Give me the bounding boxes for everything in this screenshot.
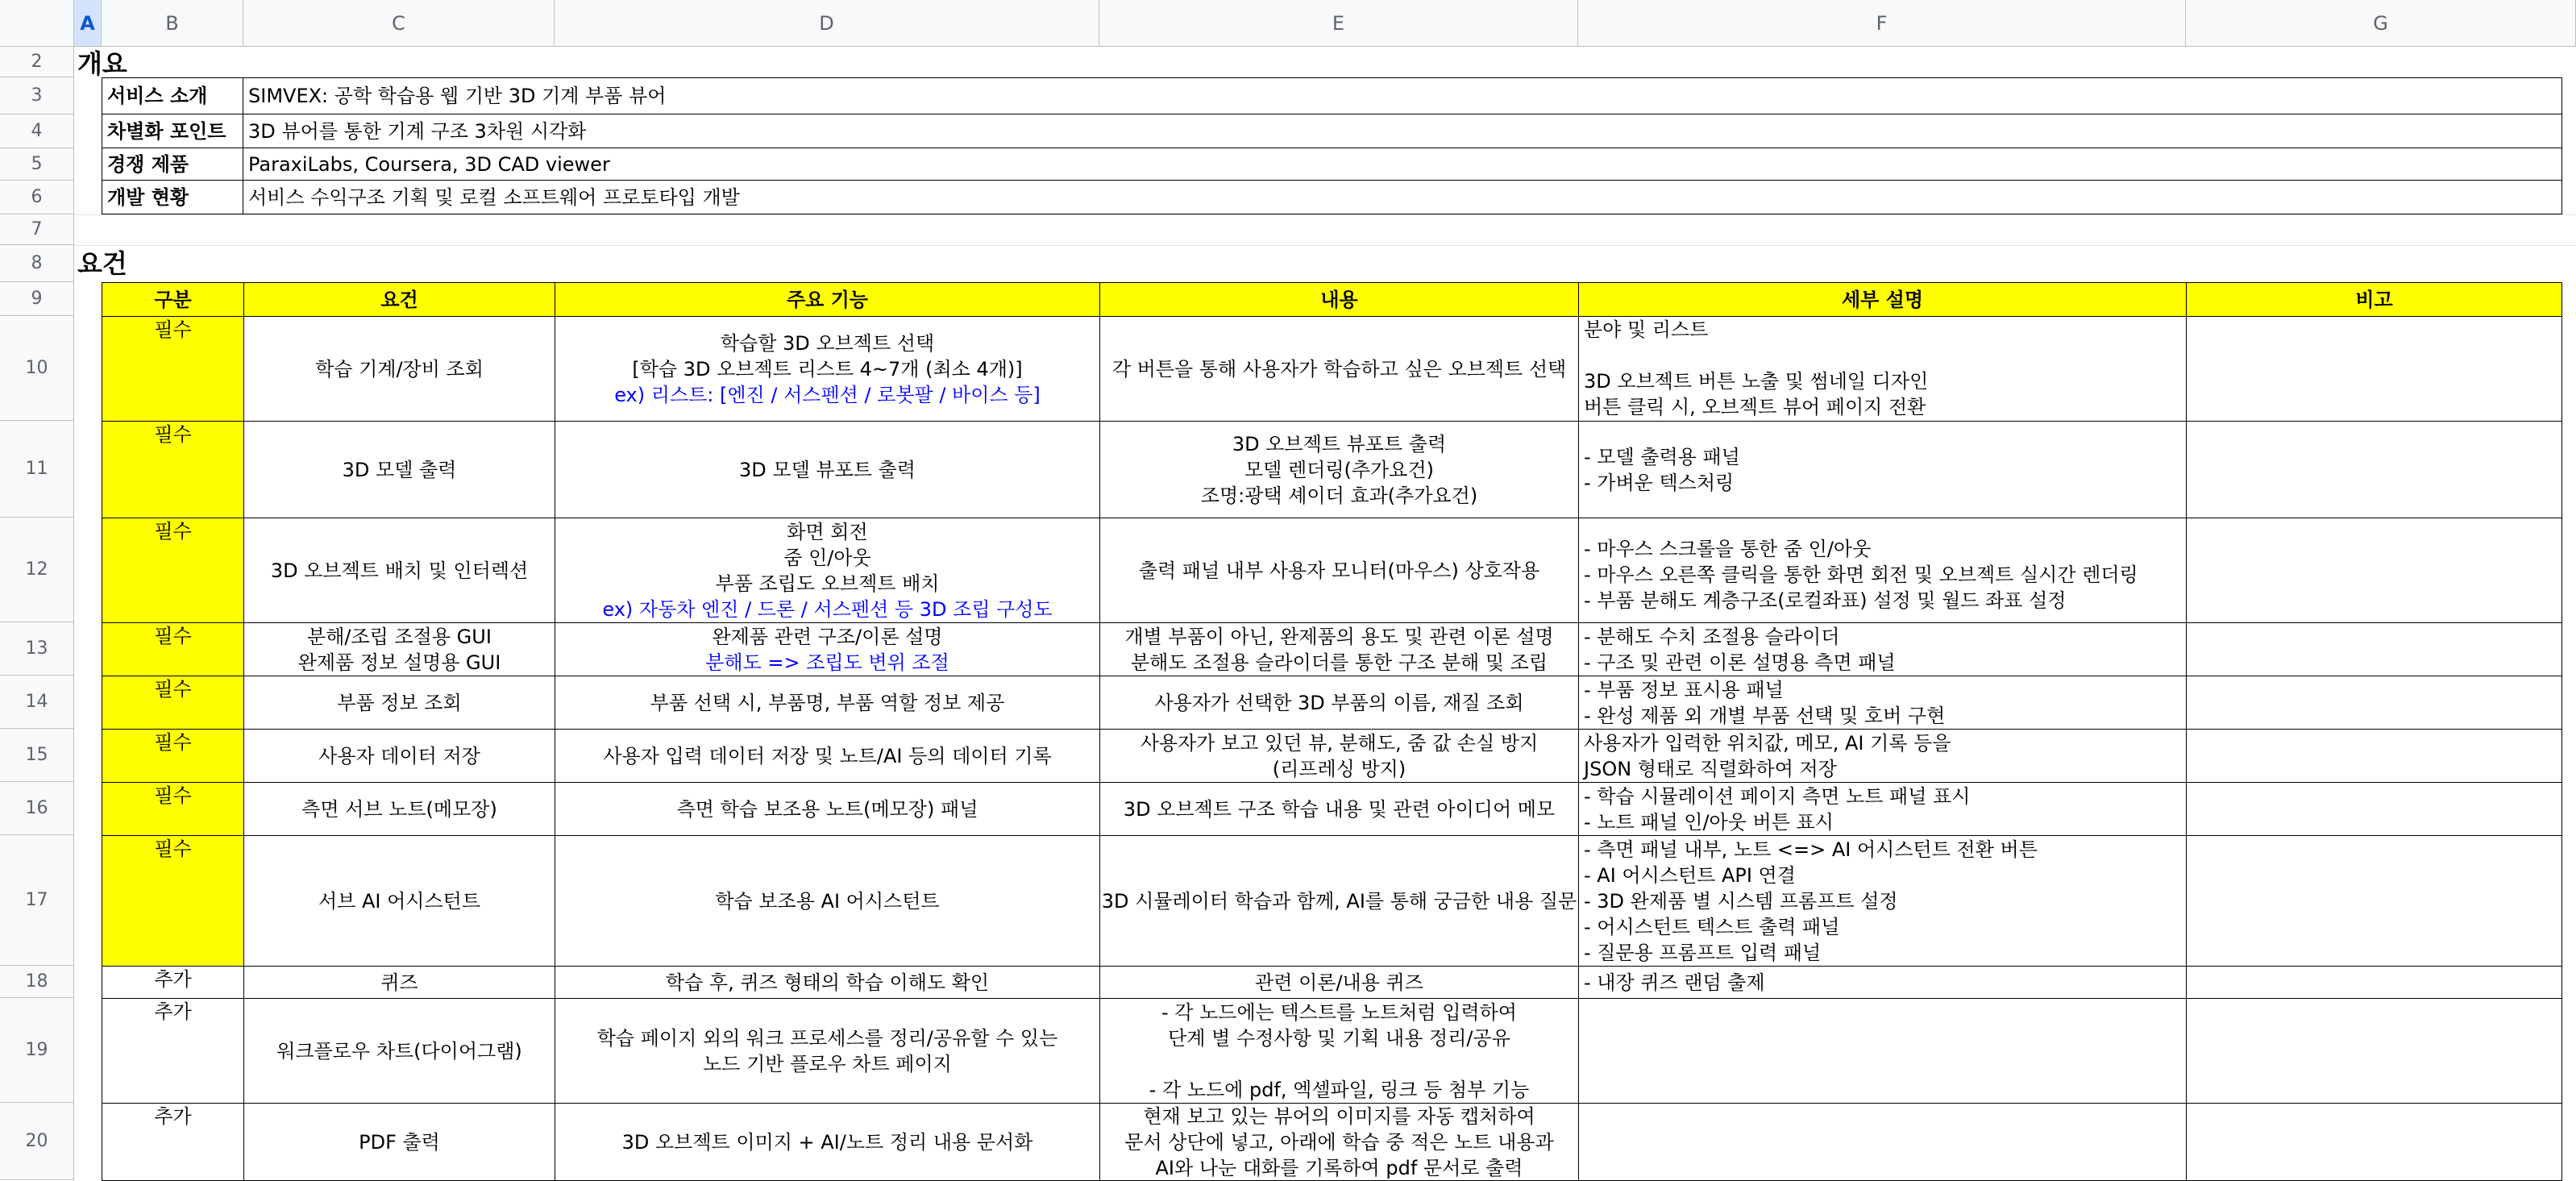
requirement-type[interactable]: 필수 — [102, 729, 244, 783]
row-header-12[interactable]: 12 — [0, 518, 74, 622]
requirement-content[interactable]: 관련 이론/내용 퀴즈 — [1099, 966, 1579, 999]
requirement-function[interactable]: 3D 오브젝트 이미지 + AI/노트 정리 내용 문서화 — [555, 1103, 1100, 1181]
select-all-corner[interactable] — [0, 0, 74, 47]
requirement-name[interactable]: 학습 기계/장비 조회 — [243, 316, 555, 422]
requirement-content[interactable]: 출력 패널 내부 사용자 모니터(마우스) 상호작용 — [1099, 518, 1579, 623]
requirement-function[interactable] — [555, 622, 1100, 676]
overview-label[interactable]: 서비스 소개 — [102, 77, 243, 114]
requirement-note[interactable] — [2186, 316, 2562, 422]
row-header-4[interactable]: 4 — [0, 114, 74, 148]
row-header-8[interactable]: 8 — [0, 245, 74, 282]
function-example-text: ex) 자동차 엔진 / 드론 / 서스펜션 등 3D 조립 구성도 — [602, 597, 1053, 621]
row-header-19[interactable]: 19 — [0, 998, 74, 1103]
row-header-16[interactable]: 16 — [0, 782, 74, 835]
requirement-function[interactable]: 부품 선택 시, 부품명, 부품 역할 정보 제공 — [555, 676, 1100, 730]
requirement-detail[interactable]: 사용자가 입력한 위치값, 메모, AI 기록 등을 JSON 형태로 직렬화하여 저장 — [1578, 729, 2187, 783]
requirement-detail[interactable]: - 분해도 수치 조절용 슬라이더 - 구조 및 관련 이론 설명용 측면 패널 — [1578, 622, 2187, 676]
requirement-function[interactable]: 3D 모델 뷰포트 출력 — [555, 421, 1100, 518]
requirement-type[interactable]: 추가 — [102, 1103, 244, 1181]
requirement-name[interactable]: 서브 AI 어시스턴트 — [243, 835, 555, 967]
requirement-function[interactable]: 학습 보조용 AI 어시스턴트 — [555, 835, 1100, 967]
row-header-3[interactable]: 3 — [0, 77, 74, 114]
requirement-name[interactable]: 부품 정보 조회 — [243, 676, 555, 730]
requirement-note[interactable] — [2186, 518, 2562, 623]
section-title-requirements: 요건 — [77, 248, 127, 279]
requirement-note[interactable] — [2186, 1103, 2562, 1181]
gridline — [74, 245, 2576, 246]
gridline — [74, 214, 2576, 215]
requirement-detail[interactable]: - 모델 출력용 패널 - 가벼운 텍스처링 — [1578, 421, 2187, 518]
table-header-main-function[interactable]: 주요 기능 — [555, 282, 1100, 317]
requirement-type[interactable]: 필수 — [102, 518, 244, 623]
requirement-content[interactable]: 현재 보고 있는 뷰어의 이미지를 자동 캡처하여 문서 상단에 넣고, 아래에 학습 중 적은 노트 내용과 AI와 나눈 대화를 기록하여 pdf 문서로 출력 — [1099, 1103, 1579, 1181]
overview-label[interactable]: 차별화 포인트 — [102, 114, 243, 148]
requirement-note[interactable] — [2186, 966, 2562, 999]
requirement-detail[interactable]: - 내장 퀴즈 랜덤 출제 — [1578, 966, 2187, 999]
column-header-f[interactable]: F — [1578, 0, 2186, 47]
table-header-content[interactable]: 내용 — [1099, 282, 1579, 317]
requirement-content[interactable]: 사용자가 선택한 3D 부품의 이름, 재질 조회 — [1099, 676, 1579, 730]
row-header-13[interactable]: 13 — [0, 622, 74, 676]
requirement-detail[interactable]: 분야 및 리스트 3D 오브젝트 버튼 노출 및 썸네일 디자인 버튼 클릭 시, 오브젝트 뷰어 페이지 전환 — [1578, 316, 2187, 422]
column-header-a[interactable]: A — [74, 0, 102, 47]
requirement-content[interactable]: 3D 오브젝트 구조 학습 내용 및 관련 아이디어 메모 — [1099, 782, 1579, 836]
function-text: 화면 회전 줌 인/아웃 부품 조립도 오브젝트 배치 — [715, 520, 940, 595]
column-header-e[interactable]: E — [1099, 0, 1578, 47]
table-header-requirement[interactable]: 요건 — [243, 282, 555, 317]
column-header-g[interactable]: G — [2186, 0, 2576, 47]
requirement-type[interactable]: 추가 — [102, 966, 244, 999]
requirement-function[interactable]: 학습 페이지 외의 워크 프로세스를 정리/공유할 수 있는 노드 기반 플로우 차트 페이지 — [555, 998, 1100, 1104]
requirement-note[interactable] — [2186, 622, 2562, 676]
requirement-content[interactable]: 사용자가 보고 있던 뷰, 분해도, 줌 값 손실 방지 (리프레싱 방지) — [1099, 729, 1579, 783]
overview-value[interactable]: ParaxiLabs, Coursera, 3D CAD viewer — [243, 148, 2562, 181]
requirement-content[interactable]: 각 버튼을 통해 사용자가 학습하고 싶은 오브젝트 선택 — [1099, 316, 1579, 422]
requirement-name[interactable]: PDF 출력 — [243, 1103, 555, 1181]
requirement-type[interactable]: 필수 — [102, 782, 244, 836]
function-example-text: 분해도 => 조립도 변위 조절 — [705, 651, 949, 674]
requirement-content[interactable]: 3D 시뮬레이터 학습과 함께, AI를 통해 궁금한 내용 질문 — [1099, 835, 1579, 967]
requirement-name[interactable]: 3D 오브젝트 배치 및 인터렉션 — [243, 518, 555, 623]
requirement-name[interactable]: 분해/조립 조절용 GUI 완제품 정보 설명용 GUI — [243, 622, 555, 676]
requirement-name[interactable]: 사용자 데이터 저장 — [243, 729, 555, 783]
requirement-note[interactable] — [2186, 729, 2562, 783]
function-text: 완제품 관련 구조/이론 설명 — [712, 625, 943, 648]
requirement-content[interactable]: 개별 부품이 아닌, 완제품의 용도 및 관련 이론 설명 분해도 조절용 슬라이더를 통한 구조 분해 및 조립 — [1099, 622, 1579, 676]
row-header-10[interactable]: 10 — [0, 316, 74, 421]
requirement-name[interactable]: 워크플로우 차트(다이어그램) — [243, 998, 555, 1104]
requirement-detail[interactable]: - 마우스 스크롤을 통한 줌 인/아웃 - 마우스 오른쪽 클릭을 통한 화면 회전 및 오브젝트 실시간 렌더링 - 부품 분해도 계층구조(로컬좌표) 설정 및 월드 좌표 설정 — [1578, 518, 2187, 623]
row-header-5[interactable]: 5 — [0, 148, 74, 181]
requirement-note[interactable] — [2186, 782, 2562, 836]
requirement-type[interactable]: 필수 — [102, 421, 244, 518]
row-header-6[interactable]: 6 — [0, 181, 74, 214]
requirement-type[interactable]: 필수 — [102, 622, 244, 676]
row-header-7[interactable]: 7 — [0, 214, 74, 245]
function-example-text: ex) 리스트: [엔진 / 서스펜션 / 로봇팔 / 바이스 등] — [614, 383, 1041, 406]
row-header-9[interactable]: 9 — [0, 282, 74, 316]
column-header-d[interactable]: D — [555, 0, 1099, 47]
overview-value[interactable]: 서비스 수익구조 기획 및 로컬 소프트웨어 프로토타입 개발 — [243, 180, 2562, 214]
requirement-detail[interactable] — [1578, 1103, 2187, 1181]
column-header-b[interactable]: B — [102, 0, 243, 47]
overview-value[interactable]: 3D 뷰어를 통한 기계 구조 3차원 시각화 — [243, 114, 2562, 148]
requirement-note[interactable] — [2186, 421, 2562, 518]
row-header-20[interactable]: 20 — [0, 1103, 74, 1180]
function-text: 학습할 3D 오브젝트 선택 [학습 3D 오브젝트 리스트 4~7개 (최소 4개)] — [632, 331, 1023, 380]
table-header-type[interactable]: 구분 — [102, 282, 244, 317]
row-header-14[interactable]: 14 — [0, 676, 74, 729]
requirement-content[interactable]: 3D 오브젝트 뷰포트 출력 모델 렌더링(추가요건) 조명:광택 셰이더 효과(추가요건) — [1099, 421, 1579, 518]
overview-label[interactable]: 경쟁 제품 — [102, 148, 243, 181]
requirement-name[interactable]: 3D 모델 출력 — [243, 421, 555, 518]
requirement-detail[interactable]: - 부품 정보 표시용 패널 - 완성 제품 외 개별 부품 선택 및 호버 구현 — [1578, 676, 2187, 730]
requirement-detail[interactable] — [1578, 998, 2187, 1104]
requirement-function[interactable]: 학습 후, 퀴즈 형태의 학습 이해도 확인 — [555, 966, 1100, 999]
row-header-2[interactable]: 2 — [0, 47, 74, 77]
requirement-type[interactable]: 필수 — [102, 676, 244, 730]
row-header-11[interactable]: 11 — [0, 421, 74, 518]
requirement-type[interactable]: 추가 — [102, 998, 244, 1104]
requirement-note[interactable] — [2186, 998, 2562, 1104]
table-header-note[interactable]: 비고 — [2186, 282, 2562, 317]
requirement-type[interactable]: 필수 — [102, 316, 244, 422]
overview-label[interactable]: 개발 현황 — [102, 180, 243, 214]
requirement-function[interactable]: 측면 학습 보조용 노트(메모장) 패널 — [555, 782, 1100, 836]
row-header-15[interactable]: 15 — [0, 729, 74, 782]
requirement-function[interactable] — [555, 518, 1100, 623]
requirement-function[interactable]: 사용자 입력 데이터 저장 및 노트/AI 등의 데이터 기록 — [555, 729, 1100, 783]
requirement-content[interactable]: - 각 노드에는 텍스트를 노트처럼 입력하여 단계 별 수정사항 및 기획 내용 정리/공유 - 각 노드에 pdf, 엑셀파일, 링크 등 첨부 기능 — [1099, 998, 1579, 1104]
column-header-c[interactable]: C — [243, 0, 555, 47]
requirement-detail[interactable]: - 측면 패널 내부, 노트 <=> AI 어시스턴트 전환 버튼 - AI 어시스턴트 API 연결 - 3D 완제품 별 시스템 프롬프트 설정 - 어시스턴트 텍스트 출력 패널 - 질문용 프롬프트 입력 패널 — [1578, 835, 2187, 967]
row-header-17[interactable]: 17 — [0, 835, 74, 966]
requirement-detail[interactable]: - 학습 시뮬레이션 페이지 측면 노트 패널 표시 - 노트 패널 인/아웃 버튼 표시 — [1578, 782, 2187, 836]
overview-value[interactable]: SIMVEX: 공학 학습용 웹 기반 3D 기계 부품 뷰어 — [243, 77, 2562, 114]
requirement-note[interactable] — [2186, 835, 2562, 967]
requirement-name[interactable]: 측면 서브 노트(메모장) — [243, 782, 555, 836]
table-header-detail[interactable]: 세부 설명 — [1578, 282, 2187, 317]
requirement-type[interactable]: 필수 — [102, 835, 244, 967]
requirement-function[interactable] — [555, 316, 1100, 422]
section-title-overview: 개요 — [77, 48, 127, 79]
requirement-name[interactable]: 퀴즈 — [243, 966, 555, 999]
row-header-18[interactable]: 18 — [0, 966, 74, 998]
requirement-note[interactable] — [2186, 676, 2562, 730]
